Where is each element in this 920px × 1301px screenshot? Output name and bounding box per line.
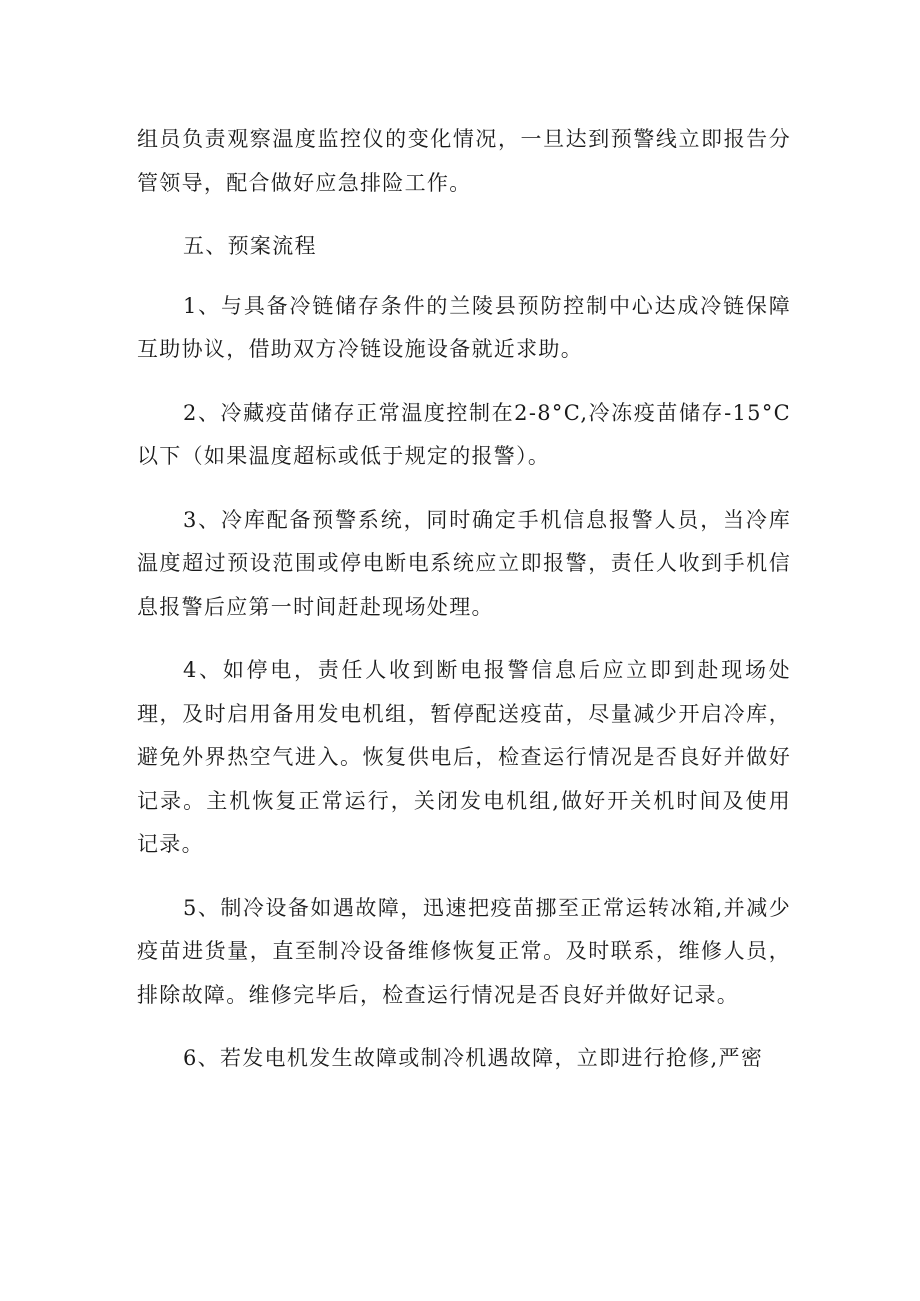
paragraph-item-6: 6、若发电机发生故障或制冷机遇故障，立即进行抢修,严密	[183, 1046, 764, 1070]
paragraph-item-3: 3、冷库配备预警系统，同时确定手机信息报警人员，当冷库温度超过预设范围或停电断电系统应立即报警，责任人收到手机信息报警后应第一时间赶赴现场处理。	[137, 507, 791, 619]
paragraph-item-4: 4、如停电，责任人收到断电报警信息后应立即到赴现场处理，及时启用备用发电机组，暂停配送疫苗，尽量减少开启冷库，避免外界热空气进入。恢复供电后，检查运行情况是否良好并做好记录。主机恢复正常运行，关闭发电机组,做好开关机时间及使用记录。	[137, 658, 791, 856]
paragraph-item-5: 5、制冷设备如遇故障，迅速把疫苗挪至正常运转冰箱,并减少疫苗进货量，直至制冷设备维修恢复正常。及时联系，维修人员，排除故障。维修完毕后，检查运行情况是否良好并做好记录。	[137, 895, 791, 1007]
section-heading-procedure: 五、预案流程	[183, 234, 317, 258]
paragraph-item-1: 1、与具备冷链储存条件的兰陵县预防控制中心达成冷链保障互助协议，借助双方冷链设施设备就近求助。	[137, 293, 791, 361]
document-body	[137, 118, 791, 1101]
paragraph-item-2: 2、冷藏疫苗储存正常温度控制在2-8°C,冷冻疫苗储存-15°C以下（如果温度超标或低于规定的报警）。	[137, 400, 791, 468]
paragraph-continuation: 组员负责观察温度监控仪的变化情况，一旦达到预警线立即报告分管领导，配合做好应急排险工作。	[137, 127, 791, 195]
